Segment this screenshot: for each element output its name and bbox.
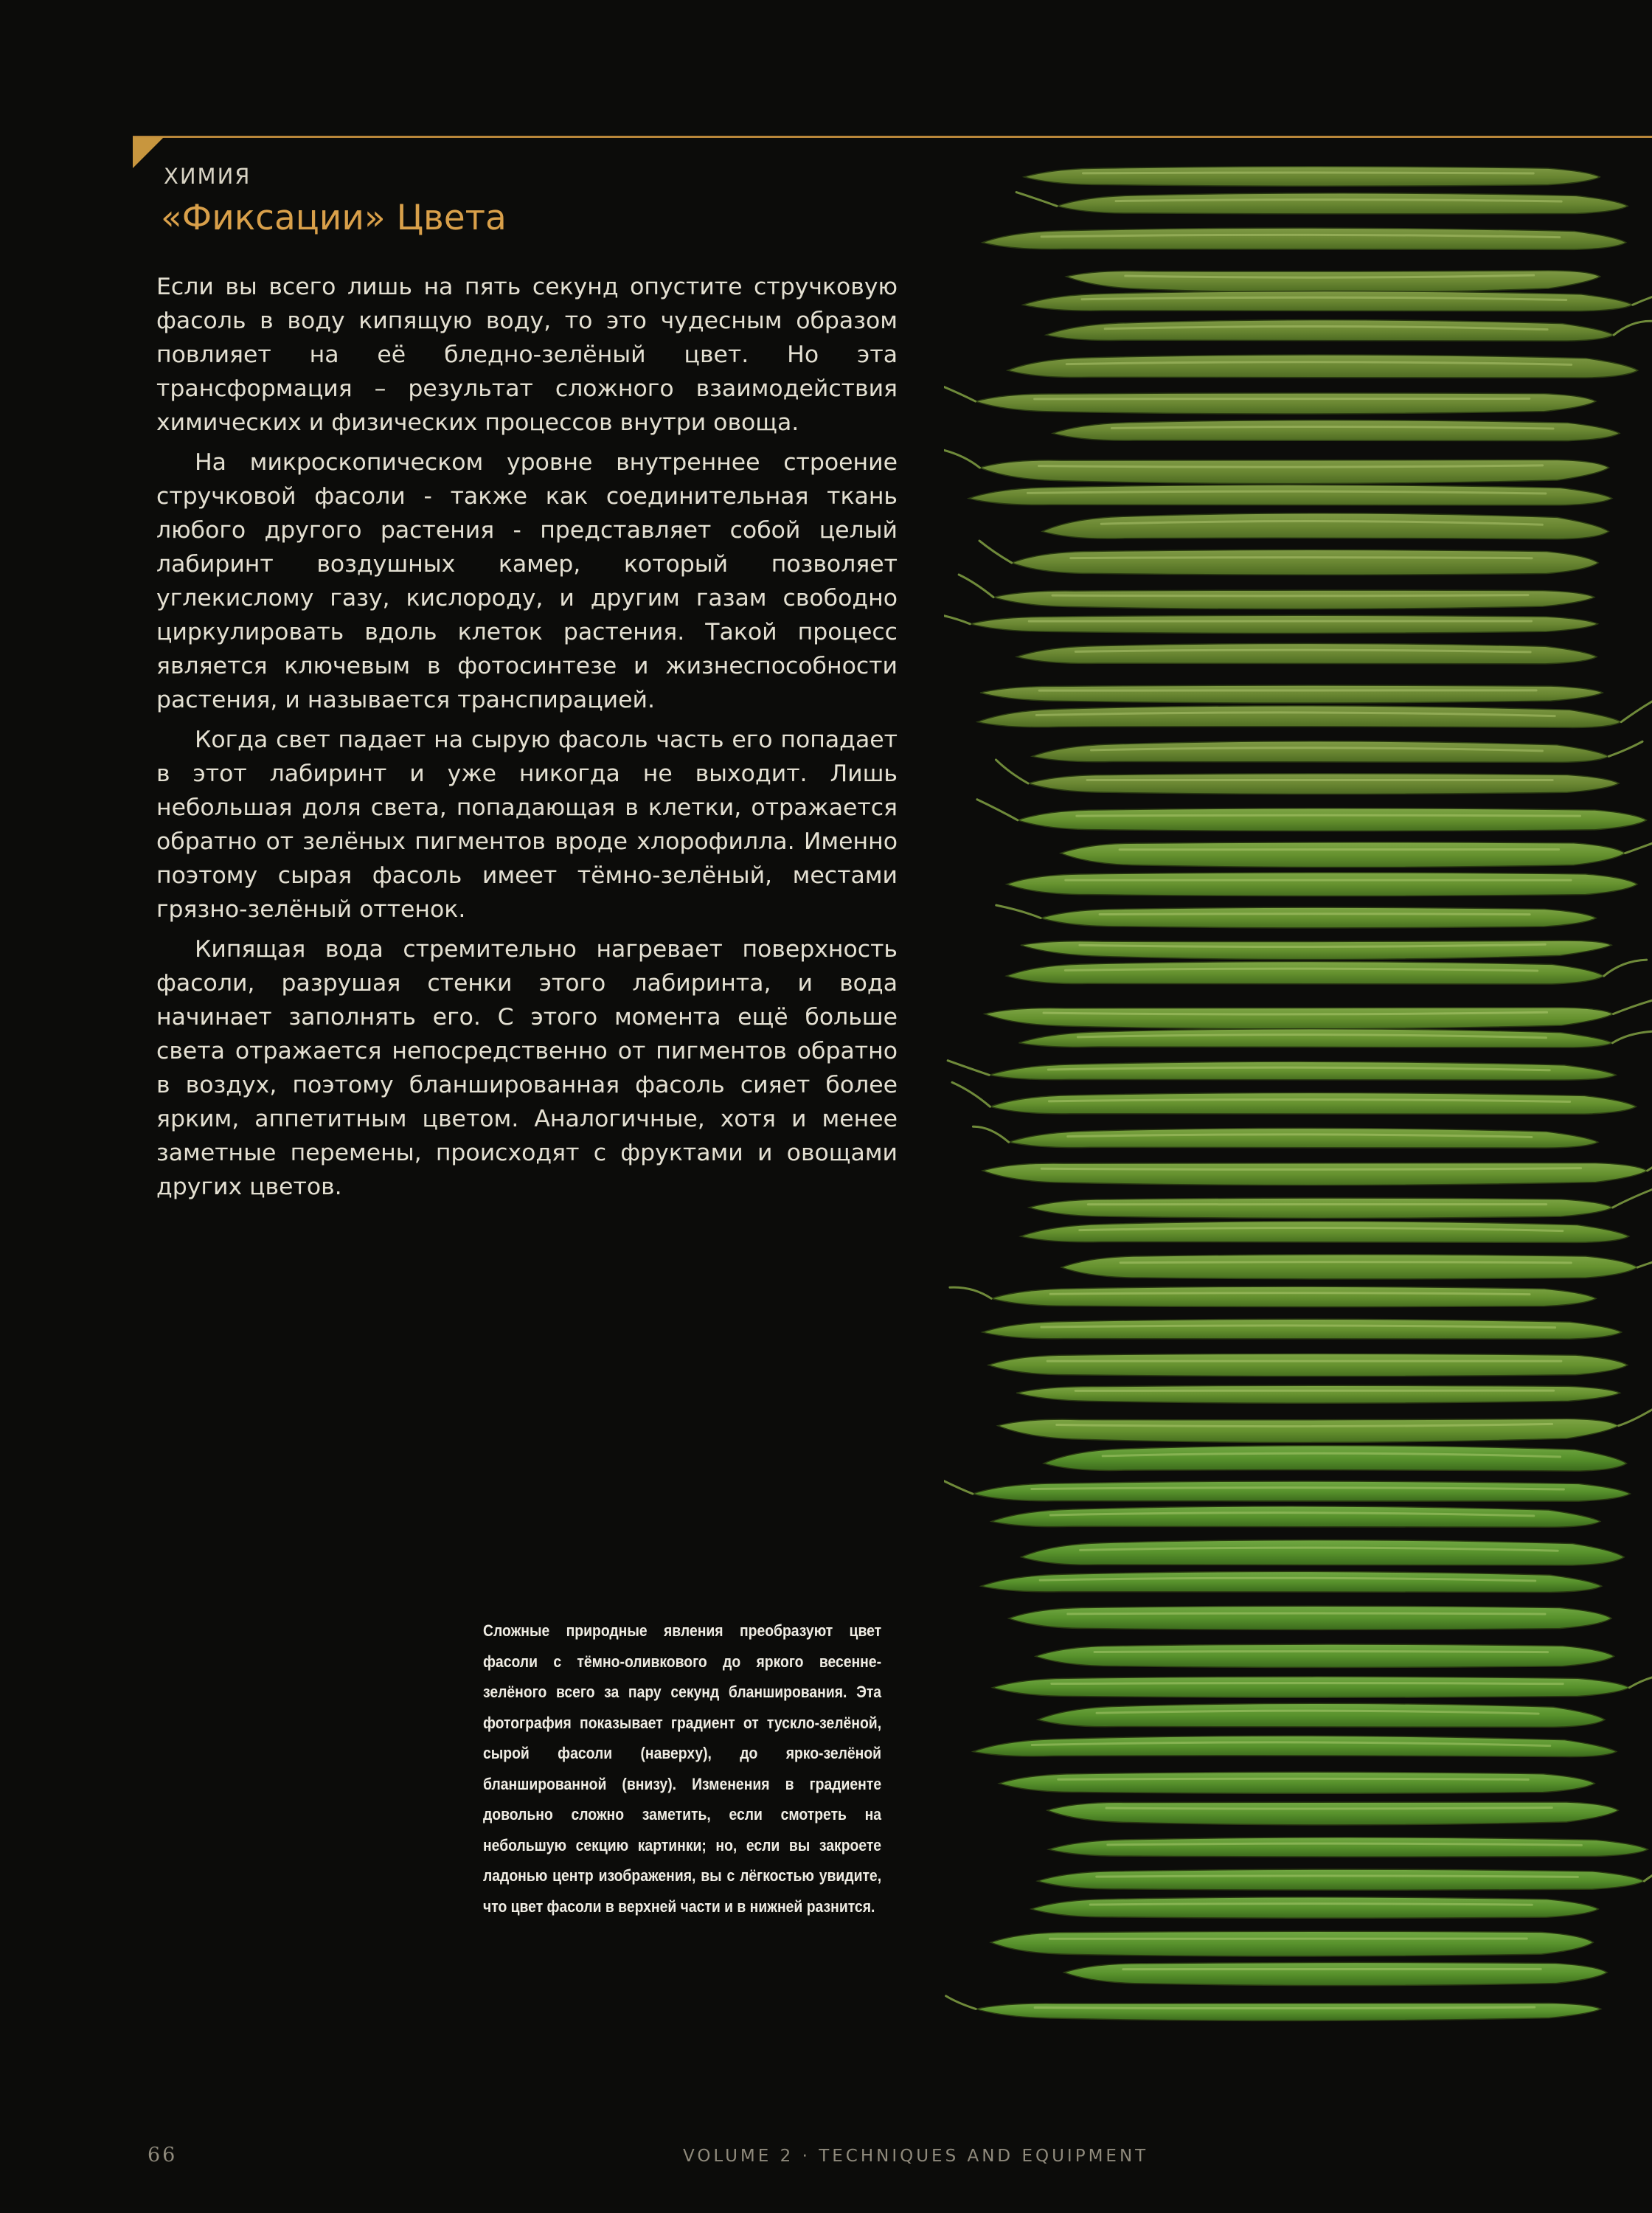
green-bean bbox=[1007, 873, 1637, 896]
green-bean bbox=[1061, 842, 1625, 867]
green-bean bbox=[976, 393, 1596, 414]
green-bean bbox=[979, 460, 1608, 483]
green-bean bbox=[990, 1092, 1636, 1114]
green-bean bbox=[1029, 1198, 1612, 1218]
green-bean bbox=[977, 706, 1621, 728]
bean-highlight bbox=[1120, 1262, 1571, 1263]
green-bean bbox=[968, 485, 1612, 505]
green-bean bbox=[999, 1772, 1595, 1793]
paragraph-3: Когда свет падает на сырую фасоль часть его попадает в этот лабиринт и уже никогда не выходит. Лишь небольшая доля света, попадающая в клетки, отражается обратно от зелёных пигментов вроде хлорофилла. Именно поэтому сырая фасоль имеет тёмно-зелёный, местами грязно-зелёный оттенок. bbox=[156, 727, 898, 923]
green-bean bbox=[993, 1677, 1629, 1697]
green-bean bbox=[1044, 1446, 1626, 1472]
green-bean bbox=[973, 1736, 1616, 1756]
bean-highlight bbox=[1090, 1904, 1532, 1905]
green-bean bbox=[980, 685, 1603, 703]
bean-stem bbox=[996, 905, 1041, 918]
green-bean bbox=[1047, 1802, 1618, 1825]
green-bean bbox=[990, 1931, 1593, 1956]
bean-stem bbox=[1625, 834, 1652, 853]
green-bean bbox=[1006, 962, 1603, 985]
green-bean bbox=[1052, 420, 1620, 440]
bean-stem bbox=[1629, 1674, 1652, 1687]
green-bean bbox=[1038, 1869, 1645, 1890]
bean-highlight bbox=[1047, 1360, 1561, 1361]
bean-stem bbox=[944, 1473, 973, 1494]
bean-stem bbox=[946, 1996, 976, 2009]
bean-stem bbox=[979, 541, 1012, 563]
green-bean bbox=[1066, 271, 1600, 293]
bean-stem bbox=[1648, 1150, 1652, 1171]
green-bean bbox=[988, 1354, 1628, 1376]
bean-highlight bbox=[1035, 398, 1530, 399]
green-bean bbox=[1021, 941, 1611, 960]
green-bean bbox=[985, 1008, 1614, 1029]
bean-stem bbox=[944, 448, 979, 468]
green-bean bbox=[1057, 193, 1628, 214]
bean-stem bbox=[1016, 193, 1057, 207]
page-number: 66 bbox=[148, 2144, 178, 2167]
bean-highlight bbox=[1066, 879, 1571, 880]
bean-highlight bbox=[1052, 595, 1528, 596]
section-label: ХИМИЯ bbox=[164, 164, 251, 189]
green-bean bbox=[989, 1062, 1616, 1080]
green-bean bbox=[1041, 907, 1596, 928]
bean-stack bbox=[944, 167, 1652, 2021]
green-bean bbox=[982, 228, 1626, 249]
bean-highlight bbox=[1077, 815, 1580, 816]
bean-stem bbox=[952, 1082, 990, 1106]
green-bean bbox=[991, 1286, 1596, 1307]
bean-stem bbox=[948, 1061, 989, 1076]
green-bean bbox=[1028, 774, 1619, 794]
green-bean bbox=[1064, 1962, 1607, 1985]
green-bean bbox=[1042, 513, 1608, 539]
bean-stem bbox=[996, 760, 1028, 783]
bean-stem bbox=[1637, 1252, 1652, 1267]
green-bean bbox=[1061, 1255, 1637, 1279]
header-corner-tab bbox=[133, 137, 164, 168]
bean-stem bbox=[977, 800, 1018, 820]
bean-highlight bbox=[1035, 2007, 1535, 2009]
bean-stem bbox=[944, 384, 976, 401]
bean-stem bbox=[1613, 1186, 1652, 1208]
green-bean bbox=[1049, 1838, 1648, 1857]
bean-stem bbox=[1614, 321, 1652, 335]
green-bean bbox=[981, 1571, 1602, 1592]
green-bean bbox=[993, 590, 1594, 609]
paragraph-2: На микроскопическом уровне внутреннее строение стручковой фасоли - также как соединительная ткань любого другого растения - представляет собой целый лабиринт воздушных камер, который позволяет углекислому газу, кислороду, и другим газам свободно циркулировать вдоль клеток растения. Такой процесс является ключевым в фотосинтезе и жизнеспособности растения, и называется транспирацией. bbox=[156, 449, 898, 713]
bean-highlight bbox=[1100, 914, 1530, 915]
running-footer: VOLUME 2 · TECHNIQUES AND EQUIPMENT bbox=[683, 2147, 1149, 2166]
green-bean bbox=[1021, 1540, 1625, 1565]
green-bean bbox=[1007, 355, 1637, 378]
bean-highlight bbox=[1052, 1683, 1563, 1684]
article-body bbox=[156, 270, 898, 1210]
green-bean bbox=[1038, 1703, 1605, 1727]
green-bean bbox=[982, 1319, 1622, 1339]
bean-stem bbox=[1604, 960, 1647, 976]
bean-stem bbox=[950, 1287, 991, 1298]
paragraph-1: Если вы всего лишь на пять секунд опустите стручковую фасоль в воду кипящую воду, то это чудесным образом повлияет на её бледно-зелёный цвет. Но эта трансформация – результат сложного взаимодействия химических и физических процессов внутри овоща. bbox=[156, 274, 898, 436]
bean-stem bbox=[1633, 290, 1652, 305]
green-bean bbox=[1031, 1897, 1598, 1918]
green-bean bbox=[1012, 550, 1598, 575]
green-bean bbox=[982, 1163, 1647, 1185]
green-bean bbox=[1021, 1222, 1629, 1243]
bean-highlight bbox=[1041, 1168, 1580, 1170]
bean-stem bbox=[1621, 698, 1652, 722]
bean-stem bbox=[944, 613, 970, 624]
green-bean bbox=[1023, 291, 1633, 311]
green-bean bbox=[1035, 1644, 1614, 1667]
bean-stem bbox=[1619, 1401, 1652, 1426]
figure-caption: Сложные природные явления преобразуют цвет фасоли с тёмно-оливкового до яркого весенне-зелёного всего за пару секунд бланширования. Эта фотография показывает градиент от тускло-зелёной, сырой фасоли (наверху), до ярко-зелёной бланшированной (внизу). Изменения в градиенте довольно сложно заметить, если смотреть на небольшую секцию картинки; но, если вы закроете ладонью центр изображения, вы с лёгкостью увидите, что цвет фасоли в верхней части и в нижней разнится. bbox=[483, 1621, 882, 1916]
green-bean bbox=[1024, 167, 1600, 186]
bean-highlight bbox=[1097, 1876, 1578, 1877]
green-bean bbox=[1016, 1385, 1620, 1403]
green-bean bbox=[1046, 320, 1614, 342]
bean-stem bbox=[973, 1126, 1008, 1142]
header-rule bbox=[133, 136, 1652, 138]
paragraph-4: Кипящая вода стремительно нагревает поверхность фасоли, разрушая стенки этого лабиринта, и вода начинает заполнять его. С этого момента ещё больше света отражается непосредственно от пигментов обратно в воздух, поэтому бланшированная фасоль сияет более ярким, аппетитным цветом. Аналогичные, хотя и менее заметные перемены, происходят с фруктами и овощами других цветов. bbox=[156, 936, 898, 1200]
green-bean bbox=[1009, 1128, 1598, 1148]
green-bean bbox=[970, 615, 1597, 633]
green-bean bbox=[1032, 741, 1608, 763]
article-title: «Фиксации» Цвета bbox=[161, 198, 507, 238]
bean-stem bbox=[959, 575, 993, 598]
green-bean bbox=[991, 1506, 1600, 1527]
green-bean bbox=[976, 2003, 1601, 2020]
green-bean bbox=[1018, 808, 1647, 831]
bean-stem bbox=[1608, 741, 1642, 756]
bean-stem bbox=[1614, 1000, 1652, 1014]
green-beans-photo bbox=[944, 162, 1652, 2036]
bean-stem bbox=[1644, 1862, 1652, 1881]
green-bean bbox=[1009, 1606, 1611, 1630]
green-bean bbox=[1016, 643, 1597, 664]
bean-highlight bbox=[1106, 1807, 1552, 1809]
bean-stem bbox=[1612, 1031, 1652, 1043]
bean-highlight bbox=[1068, 1613, 1545, 1614]
green-bean bbox=[998, 1419, 1619, 1442]
green-bean bbox=[973, 1481, 1631, 1502]
bean-highlight bbox=[1039, 690, 1536, 691]
